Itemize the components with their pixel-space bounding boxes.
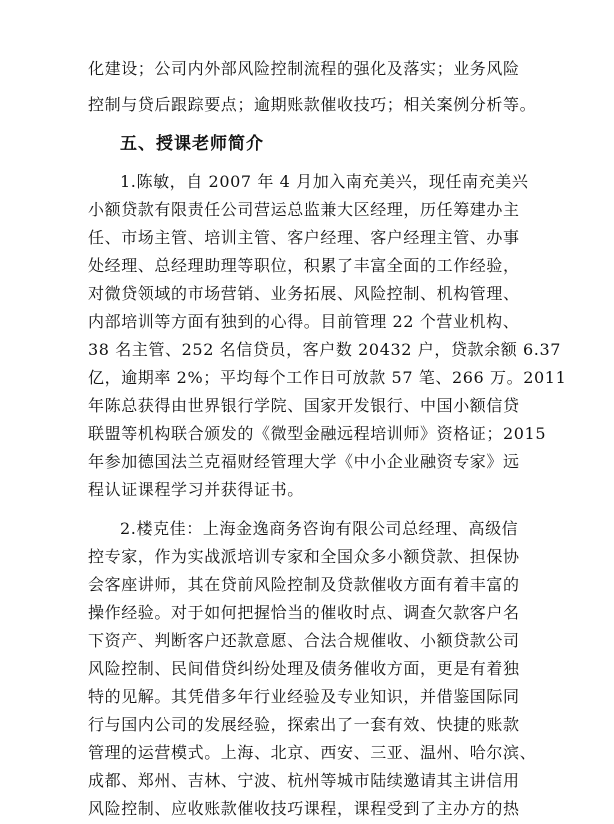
paragraph-line: 化建设；公司内外部风险控制流程的强化及落实；业务风险	[88, 59, 520, 78]
paragraph-line: 风险控制、应收账款催收技巧课程，课程受到了主办方的热	[88, 799, 520, 818]
paragraph-line: 亿，逾期率 2%；平均每个工作日可放款 57 笔、266 万。2011	[88, 368, 567, 387]
paragraph-line: 风险控制、民间借贷纠纷处理及债务催收方面，更是有着独	[88, 659, 520, 678]
paragraph-line: 特的见解。其凭借多年行业经验及专业知识，并借鉴国际同	[88, 687, 520, 706]
paragraph-line: 行与国内公司的发展经验，探索出了一套有效、快捷的账款	[88, 715, 520, 734]
paragraph-line: 成都、郑州、吉林、宁波、杭州等城市陆续邀请其主讲信用	[88, 771, 520, 790]
paragraph-line: 38 名主管、252 名信贷员，客户数 20432 户，贷款余额 6.37	[88, 340, 562, 359]
paragraph-line: 程认证课程学习并获得证书。	[88, 480, 304, 499]
paragraph-line: 1.陈敏，自 2007 年 4 月加入南充美兴，现任南充美兴	[120, 172, 529, 191]
paragraph-line: 处经理、总经理助理等职位，积累了丰富全面的工作经验，	[88, 256, 520, 275]
paragraph-line: 管理的运营模式。上海、北京、西安、三亚、温州、哈尔滨、	[88, 743, 537, 762]
paragraph-line: 控制与贷后跟踪要点；逾期账款催收技巧；相关案例分析等。	[88, 95, 537, 114]
paragraph-line: 小额贷款有限责任公司营运总监兼大区经理，历任筹建办主	[88, 200, 520, 219]
paragraph-line: 年陈总获得由世界银行学院、国家开发银行、中国小额信贷	[88, 396, 520, 415]
paragraph-line: 联盟等机构联合颁发的《微型金融远程培训师》资格证；2015	[88, 424, 547, 443]
paragraph-line: 会客座讲师，其在贷前风险控制及贷款催收方面有着丰富的	[88, 575, 520, 594]
paragraph-line: 年参加德国法兰克福财经管理大学《中小企业融资专家》远	[88, 452, 520, 471]
paragraph-line: 下资产、判断客户还款意愿、合法合规催收、小额贷款公司	[88, 631, 520, 650]
paragraph-line: 操作经验。对于如何把握恰当的催收时点、调查欠款客户名	[88, 603, 520, 622]
paragraph-line: 对微贷领域的市场营销、业务拓展、风险控制、机构管理、	[88, 284, 520, 303]
paragraph-line: 任、市场主管、培训主管、客户经理、客户经理主管、办事	[88, 228, 520, 247]
paragraph-line: 控专家，作为实战派培训专家和全国众多小额贷款、担保协	[88, 547, 520, 566]
paragraph-line: 2.楼克佳：上海金逸商务咨询有限公司总经理、高级信	[120, 519, 519, 538]
section-heading: 五、授课老师简介	[120, 134, 264, 154]
paragraph-line: 内部培训等方面有独到的心得。目前管理 22 个营业机构、	[88, 312, 520, 331]
